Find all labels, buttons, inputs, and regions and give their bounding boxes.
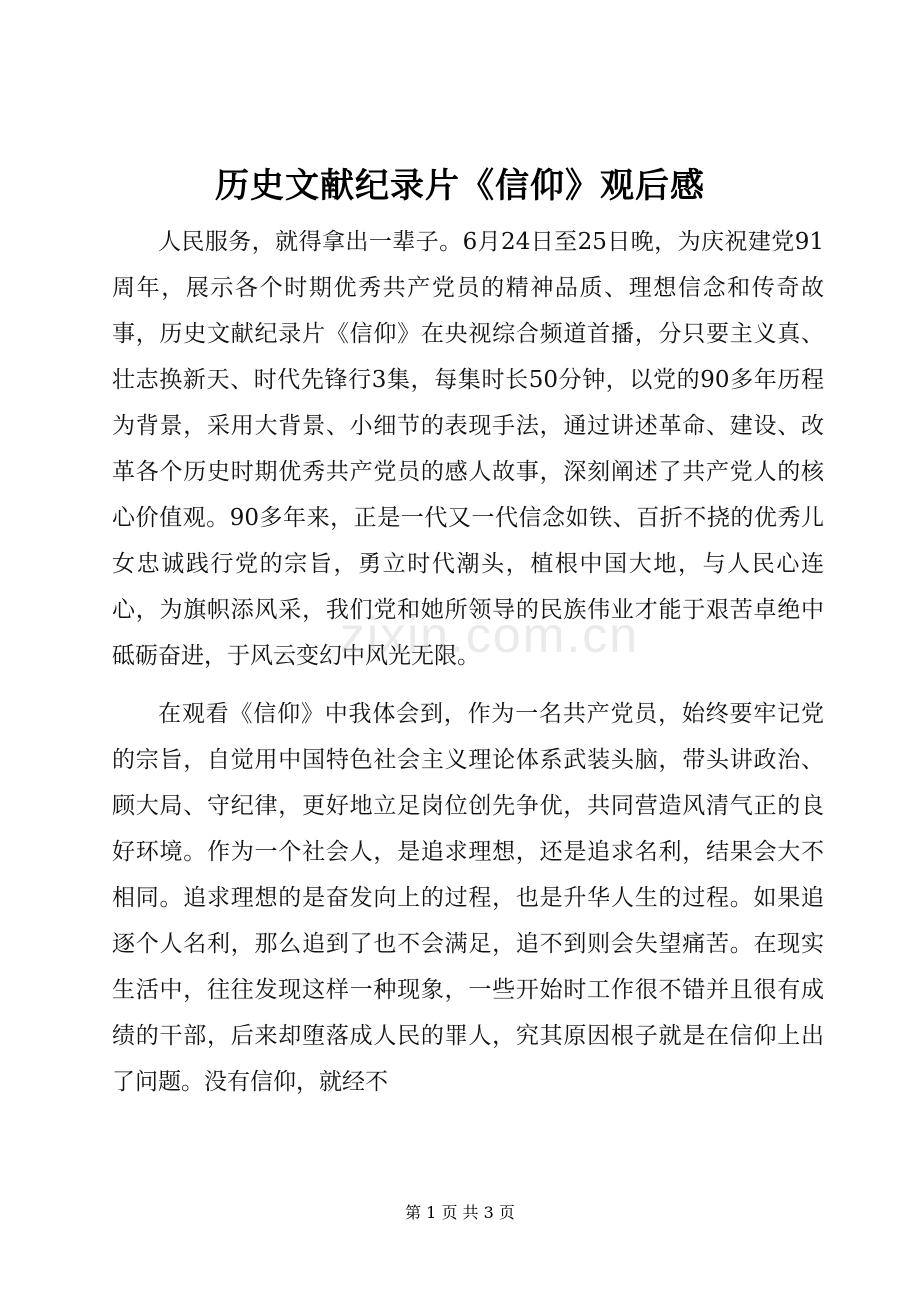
paragraph-2: 在观看《信仰》中我体会到，作为一名共产党员，始终要牢记党的宗旨，自觉用中国特色社会主义理论体系武装头脑，带头讲政治、顾大局、守纪律，更好地立足岗位创先争优，共同营造风清气正的良好环境。作为一个社会人，是追求理想，还是追求名利，结果会大不相同。追求理想的是奋发向上的过程，也是升华人生的过程。如果追逐个人名利，那么追到了也不会满足，追不到则会失望痛苦。在现实生活中，往往发现这样一种现象，一些开始时工作很不错并且很有成绩的干部，后来却堕落成人民的罪人，究其原因根子就是在信仰上出了问题。没有信仰，就经不 <box>112 701 824 1095</box>
document-title: 历史文献纪录片《信仰》观后感 <box>215 166 705 206</box>
page-footer: 第 1 页 共 3 页 <box>405 1203 515 1222</box>
paragraph-gap <box>112 679 824 691</box>
paragraph-1: 人民服务，就得拿出一辈子。6月24日至25日晚，为庆祝建党91周年，展示各个时期优秀共产党员的精神品质、理想信念和传奇故事，历史文献纪录片《信仰》在央视综合频道首播，分只要主义真、壮志换新天、时代先锋行3集，每集时长50分钟，以党的90多年历程为背景，采用大背景、小细节的表现手法，通过讲述革命、建设、改革各个历史时期优秀共产党员的感人故事，深刻阐述了共产党人的核心价值观。90多年来，正是一代又一代信念如铁、百折不挠的优秀儿女忠诚践行党的宗旨，勇立时代潮头，植根中国大地，与人民心连心，为旗帜添风采，我们党和她所领导的民族伟业才能于艰苦卓绝中砥砺奋进，于风云变幻中风光无限。 <box>112 229 824 669</box>
document-body <box>112 219 824 1105</box>
watermark: zixin.com.cn <box>340 607 640 663</box>
